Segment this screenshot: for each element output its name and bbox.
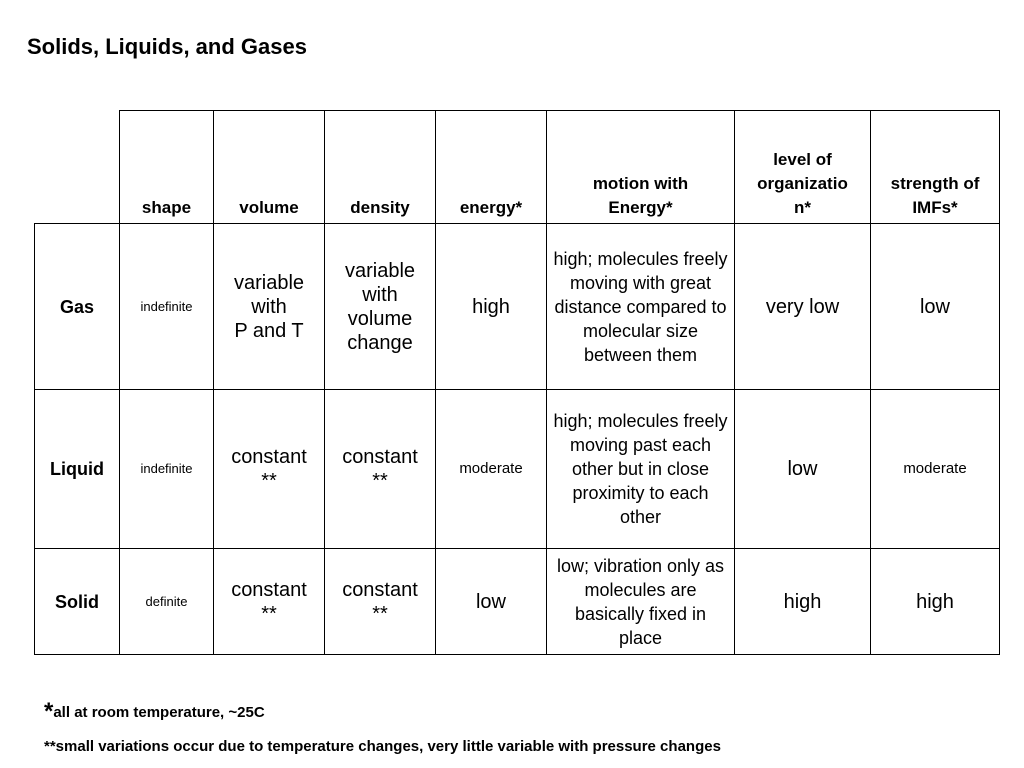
solid-motion: low; vibration only as molecules are basically fixed in place <box>547 549 735 655</box>
table-row-liquid <box>35 390 1000 549</box>
gas-motion: high; molecules freely moving with great distance compared to molecular size between them <box>547 224 735 390</box>
header-volume: volume <box>214 111 325 224</box>
header-row <box>35 111 1000 224</box>
footnote-room-temperature <box>44 698 265 726</box>
header-organization: level of organizatio n* <box>735 111 871 224</box>
states-of-matter-table <box>34 110 1000 655</box>
row-label-liquid: Liquid <box>35 390 120 549</box>
liquid-imf-strength: moderate <box>871 390 1000 549</box>
solid-volume: constant ** <box>214 549 325 655</box>
table-row-solid <box>35 549 1000 655</box>
header-shape: shape <box>120 111 214 224</box>
solid-energy: low <box>436 549 547 655</box>
gas-imf-strength: low <box>871 224 1000 390</box>
solid-imf-strength: high <box>871 549 1000 655</box>
footnote-room-temperature-text: all at room temperature, ~25C <box>53 704 265 721</box>
gas-density: variable with volume change <box>325 224 436 390</box>
page-title: Solids, Liquids, and Gases <box>27 34 307 59</box>
header-motion: motion with Energy* <box>547 111 735 224</box>
row-label-solid: Solid <box>35 549 120 655</box>
liquid-motion: high; molecules freely moving past each other but in close proximity to each other <box>547 390 735 549</box>
gas-organization: very low <box>735 224 871 390</box>
liquid-volume: constant ** <box>214 390 325 549</box>
gas-energy: high <box>436 224 547 390</box>
liquid-density: constant ** <box>325 390 436 549</box>
footnote-star: * <box>44 698 54 725</box>
header-energy: energy* <box>436 111 547 224</box>
header-imf-strength: strength of IMFs* <box>871 111 1000 224</box>
footnote-small-variations: **small variations occur due to temperature changes, very little variable with pressure changes <box>44 738 721 755</box>
table-row-gas <box>35 224 1000 390</box>
solid-organization: high <box>735 549 871 655</box>
corner-cell <box>35 111 120 224</box>
liquid-organization: low <box>735 390 871 549</box>
gas-shape: indefinite <box>120 224 214 390</box>
solid-density: constant ** <box>325 549 436 655</box>
liquid-energy: moderate <box>436 390 547 549</box>
liquid-shape: indefinite <box>120 390 214 549</box>
row-label-gas: Gas <box>35 224 120 390</box>
header-density: density <box>325 111 436 224</box>
solid-shape: definite <box>120 549 214 655</box>
gas-volume: variable with P and T <box>214 224 325 390</box>
